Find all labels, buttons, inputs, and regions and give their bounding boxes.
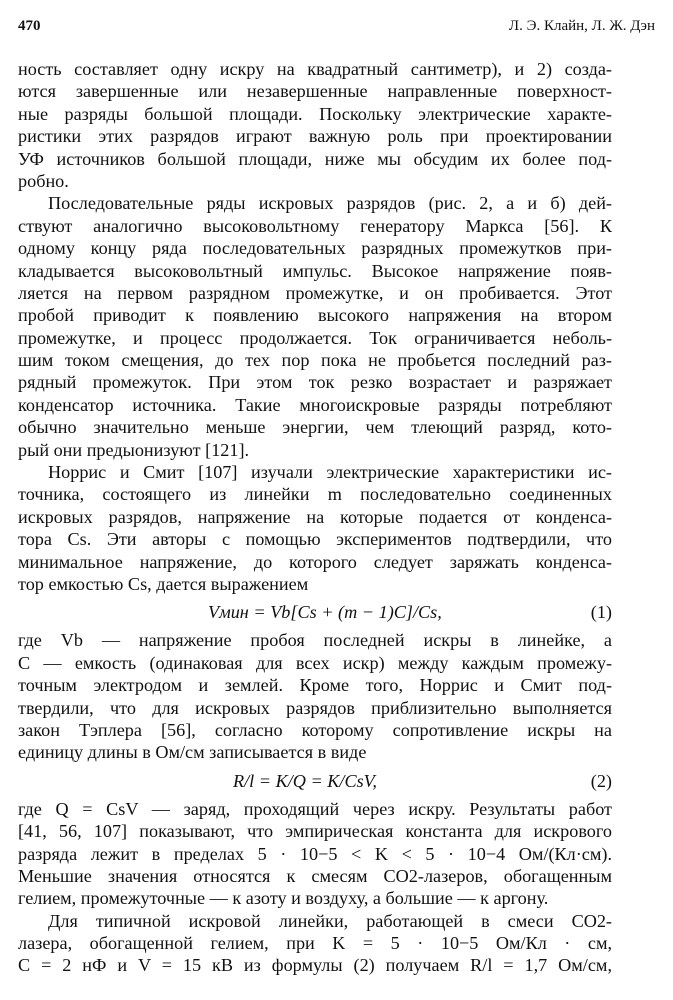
text-line: Меньшие значения относятся к смесям CO2-лазеров, обогащенным xyxy=(18,865,612,886)
page-number: 470 xyxy=(18,18,41,34)
text-line: где Vb — напряжение пробоя последней искры в линейке, а xyxy=(18,630,612,651)
formula-1 xyxy=(18,595,612,629)
formula-number: (1) xyxy=(590,602,612,623)
text-line: точным электродом и землей. Кроме того, Норрис и Смит под- xyxy=(18,675,612,696)
text-line: рый они предыонизуют [121]. xyxy=(18,439,250,460)
text-line: шим током смещения, до тех пор пока не пробьется последний раз- xyxy=(18,350,612,371)
formula-expression: Vмин = Vb[Cs + (m − 1)C]/Cs, xyxy=(208,602,442,623)
text-line: ные разряды большой площади. Поскольку электрические характе- xyxy=(18,103,612,124)
text-line: тора Cs. Эти авторы с помощью экспериментов подтвердили, что xyxy=(18,529,612,550)
text-line: искровых разрядов, напряжение на которые подается от конденса- xyxy=(18,506,612,527)
text-line: одному концу ряда последовательных разрядных промежутков при- xyxy=(18,238,612,259)
text-line: Для типичной искровой линейки, работающей в смеси CO2- xyxy=(48,910,612,931)
text-line: Норрис и Смит [107] изучали электрические характеристики ис- xyxy=(48,462,612,483)
text-line: тор емкостью Cs, дается выражением xyxy=(18,573,309,594)
text-line: промежутке, и процесс продолжается. Ток ограничивается неболь- xyxy=(18,327,612,348)
body-text xyxy=(18,58,612,977)
text-line: пробой приводит к появлению высокого напряжения на втором xyxy=(18,305,612,326)
text-line: обычно значительно меньше энергии, чем тлеющий разряд, кото- xyxy=(18,417,612,438)
paragraph xyxy=(18,798,612,910)
text-line: ность составляет одну искру на квадратный сантиметр), и 2) созда- xyxy=(18,59,612,79)
text-line: C = 2 нФ и V = 15 кВ из формулы (2) получаем R/l = 1,7 Ом/см, xyxy=(18,955,612,976)
text-line: робно. xyxy=(18,170,69,191)
text-line: ристики этих разрядов играют важную роль при проектировании xyxy=(18,126,612,147)
text-line: твердили, что для искровых разрядов приблизительно выполняется xyxy=(18,697,612,718)
text-line: конденсатор источника. Такие многоискровые разряды потребляют xyxy=(18,394,612,415)
text-line: лазера, обогащенной гелием, при K = 5 · 10−5 Ом/Кл · см, xyxy=(18,933,612,954)
formula-number: (2) xyxy=(590,770,612,791)
text-line: точника, состоящего из линейки m последовательно соединенных xyxy=(18,484,612,505)
paragraph xyxy=(18,629,612,763)
text-line: [41, 56, 107] показывают, что эмпирическая константа для искрового xyxy=(18,821,612,842)
paragraph xyxy=(18,910,612,977)
text-line: гелием, промежуточные — к азоту и воздуху, а большие — к аргону. xyxy=(18,888,549,909)
text-line: рядный промежуток. При этом ток резко возрастает и разряжает xyxy=(18,372,612,393)
text-line: где Q = CsV — заряд, проходящий через искру. Результаты работ xyxy=(18,798,612,819)
text-line: УФ источников большой площади, ниже мы обсудим их более под- xyxy=(18,148,612,169)
text-line: минимальное напряжение, до которого следует заряжать конденса- xyxy=(18,551,612,572)
text-line: ются завершенные или незавершенные направленные поверхност- xyxy=(18,81,612,102)
text-line: ляется на первом разрядном промежутке, и он пробивается. Этот xyxy=(18,282,612,303)
formula-expression: R/l = K/Q = K/CsV, xyxy=(233,770,377,791)
running-title: Л. Э. Клайн, Л. Ж. Дэн xyxy=(508,18,655,34)
text-line: C — емкость (одинаковая для всех искр) между каждым промежу- xyxy=(18,652,612,673)
formula-2 xyxy=(18,764,612,798)
text-line: Последовательные ряды искровых разрядов (рис. 2, а и б) дей- xyxy=(48,193,612,214)
paragraph xyxy=(18,192,612,461)
paragraph xyxy=(18,461,612,595)
text-line: разряда лежит в пределах 5 · 10−5 < K < 5 · 10−4 Ом/(Кл·см). xyxy=(18,843,612,864)
text-line: закон Тэплера [56], согласно которому сопротивление искры на xyxy=(18,719,612,740)
text-line: кладывается высоковольтный импульс. Высокое напряжение появ- xyxy=(18,260,612,281)
page-header xyxy=(18,18,655,38)
text-line: ствуют аналогично высоковольтному генератору Маркса [56]. К xyxy=(18,215,612,236)
paragraph xyxy=(18,58,612,192)
text-line: единицу длины в Ом/см записывается в виде xyxy=(18,742,367,763)
